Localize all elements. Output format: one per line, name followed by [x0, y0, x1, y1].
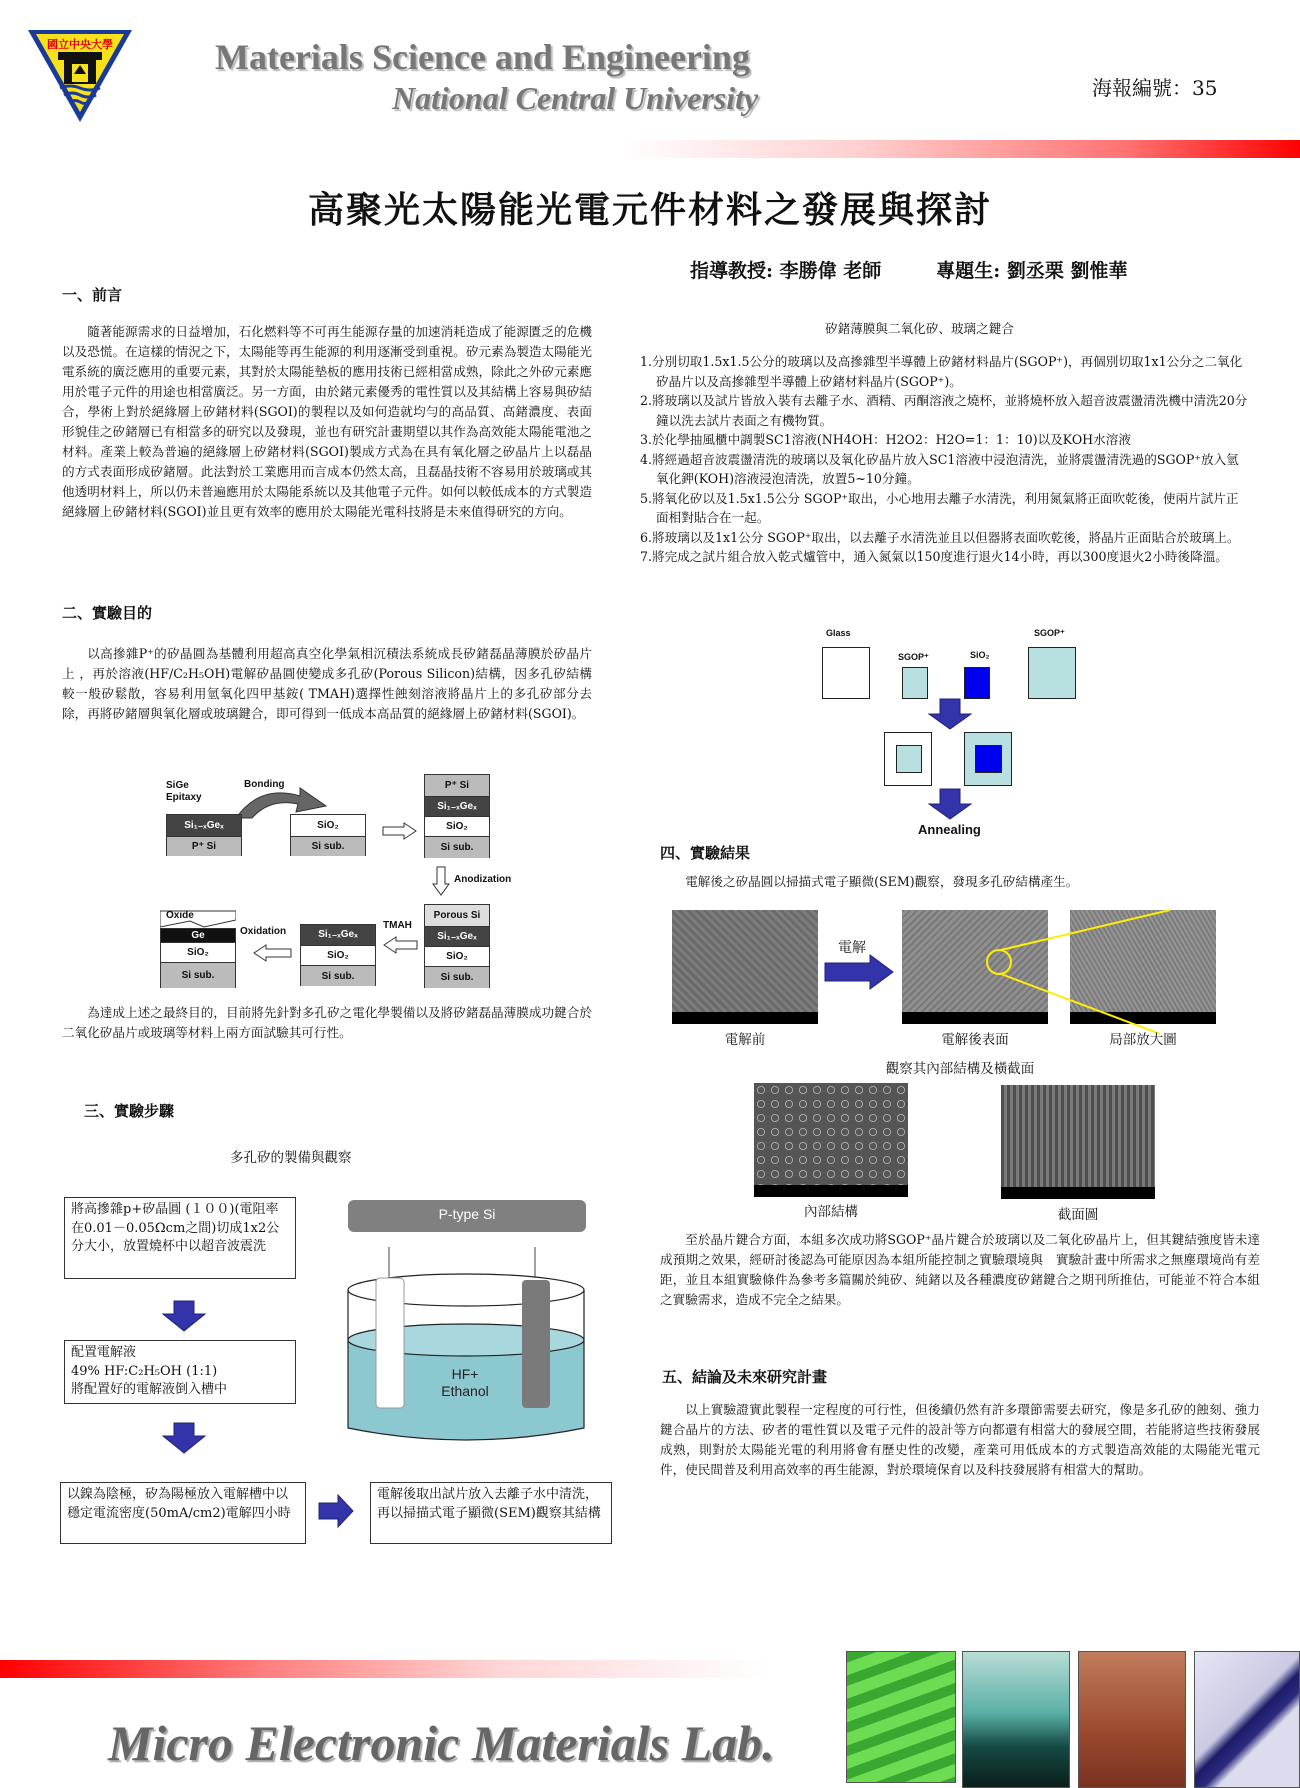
layer-sio2: SiO₂: [301, 945, 375, 965]
bonding-step: 7.將完成之試片組合放入乾式爐管中，通入氮氣以150度進行退火14小時，再以300度退火2小時後降溫。: [640, 549, 1228, 564]
right-arrow-icon: [318, 1494, 354, 1528]
electrochemical-cell-diagram: [340, 1198, 590, 1448]
purpose-text-2: 為達成上述之最終目的，目前將先針對多孔矽之電化學製備以及將矽鍺磊晶薄膜成功鍵合於二氧化矽晶片或玻璃等材料上兩方面試驗其可行性。: [62, 1005, 592, 1040]
footer-gradient-bar: [0, 1660, 770, 1678]
caption-internal: 內部結構: [804, 1204, 858, 1220]
down-arrow-icon: [928, 698, 972, 730]
stack-final: [160, 910, 236, 988]
oxide-label: Oxide: [166, 910, 194, 921]
down-arrow-icon: [162, 1422, 206, 1454]
layer-sige: Si₁₋ₓGeₓ: [301, 925, 375, 945]
stack-initial: [166, 814, 242, 856]
sgoi-process-diagram: [150, 770, 520, 990]
oxidation-label: Oxidation: [240, 926, 287, 937]
sio2-square: [964, 667, 990, 699]
bonding-step: 6.將玻璃以及1x1公分 SGOP⁺取出，以去離子水清洗並且以但器將表面吹乾後，將晶片正面貼合於玻璃上。: [640, 529, 1240, 545]
stack-substrate: [290, 814, 366, 856]
bonding-steps-list: [640, 352, 1250, 567]
results-intro: 電解後之矽晶圓以掃描式電子顯微(SEM)觀察，發現多孔矽結構產生。: [685, 874, 1079, 889]
bonding-diagram: [800, 628, 1100, 843]
annealing-label: Annealing: [918, 822, 981, 837]
sem-image-cross-section: [1001, 1085, 1155, 1199]
step-box-4: 電解後取出試片放入去離子水中清洗，再以掃描式電子顯微(SEM)觀察其結構: [370, 1482, 612, 1544]
bonding-step: 1.分別切取1.5x1.5公分的玻璃以及高摻雜型半導體上矽鍺材料晶片(SGOP⁺)，再個別切取1x1公分之二氧化矽晶片以及高摻雜型半導體上矽鍺材料晶片(SGOP⁺)。: [640, 354, 1243, 389]
sem-image-internal: [754, 1083, 908, 1197]
right-arrow-icon: [824, 954, 894, 990]
layer-sige: Si₁₋ₓGeₓ: [425, 926, 489, 946]
purpose-text: 以高摻雜P⁺的矽晶圓為基體利用超高真空化學氣相沉積法系統成長矽鍺磊晶薄膜於矽晶片上 ，再於溶液(HF/C₂H₅OH)電解矽晶圓使變成多孔矽(Porous Silicon)結構，因多孔矽結構較一般矽鬆散，容易利用氫氧化四甲基銨( TMAH)選擇性蝕刻溶液將晶片上的多孔矽部分去除，再將矽鍺層與氧化層或玻璃鍵合，即可得到一低成本高品質的絕緣層上矽鍺材料(SGOI)。: [62, 646, 592, 721]
sem-image-before: [672, 910, 818, 1024]
layer-si-sub: Si sub.: [161, 962, 235, 988]
intro-heading: 一、前言: [62, 286, 123, 304]
layer-ge: Ge: [161, 929, 235, 942]
header-gradient-bar: [620, 140, 1300, 158]
university-name: National Central University: [392, 80, 759, 116]
intro-text: 隨著能源需求的日益增加，石化燃料等不可再生能源存量的加速消耗造成了能源匱乏的危機以及恐慌。在這樣的情況之下，太陽能等再生能源的利用逐漸受到重視。矽元素為製造太陽能光電系統的廣泛應用的重要元素，其對於太陽能墊板的應用技術已經相當成熟，除此之外矽元素應用於電子元件的用途也相當廣泛。另一方面，由於鍺元素優秀的電性質以及其結構上容易與矽結合，學術上對於絕緣層上矽鍺材料(SGOI)的製程以及如何造就均勻的高品質、高鍺濃度、表面形貌佳之矽鍺層已有相當多的研究以及發現，並也有研究計畫期望以其作為高效能太陽能電池之材料。產業上較為普遍的絕緣層上矽鍺材料(SGOI)製成方式為在具有氧化層之矽晶片上以磊晶的方式表面形成矽鍺層。此法對於工業應用而言成本仍然太高，且磊晶技術不容易用於玻璃或其他透明材料上，所以仍未普遍應用於太陽能系統以及其他電子元件。如何以較低成本的方式製造絕緣層上矽鍺材料(SGOI)並且更有效率的應用於太陽能光電科技將是未來值得研究的方向。: [62, 324, 592, 519]
layer-sio2: SiO₂: [425, 946, 489, 966]
steps-heading: 三、實驗步驟: [84, 1102, 175, 1120]
right-arrow-icon: [382, 822, 418, 840]
down-arrow-icon: [162, 1300, 206, 1332]
layer-si-sub: Si sub.: [425, 836, 489, 858]
layer-sio2: SiO₂: [161, 942, 235, 962]
solution-label: HF+ Ethanol: [441, 1366, 489, 1399]
bonding-step: 5.將氧化矽以及1.5x1.5公分 SGOP⁺取出，小心地用去離子水清洗，利用氮氣將正面吹乾後，使兩片試片正面相對貼合在一起。: [640, 490, 1239, 525]
caption-zoom: 局部放大圖: [1109, 1032, 1177, 1048]
layer-p-si: P⁺ Si: [167, 836, 241, 856]
university-logo: [26, 28, 134, 124]
down-arrow-icon: [432, 866, 450, 896]
layer-si-sub: Si sub.: [301, 965, 375, 986]
cross-section-subheading: 觀察其內部結構及橫截面: [885, 1061, 1035, 1077]
glass-square: [822, 647, 870, 699]
sgop-large-label: SGOP⁺: [1034, 628, 1065, 638]
results-heading: 四、實驗結果: [660, 844, 751, 862]
sgop-small-label: SGOP⁺: [898, 652, 929, 662]
results-text: 至於晶片鍵合方面，本組多次成功將SGOP⁺晶片鍵合於玻璃以及二氧化矽晶片上，但其鍵結強度皆未達成預期之效果，經研討後認為可能原因為本組所能控制之實驗環境與 實驗計畫中所需求之無塵環境尚有差距，並且本組實驗條件為參考多篇關於純矽、純鍺以及各種濃度矽鍺鍵合之期刊所推估，可能並不符合本組之實驗需求，造成不完全之結果。: [660, 1232, 1260, 1307]
anodization-label: Anodization: [454, 874, 512, 885]
sgop-small-square: [902, 667, 928, 699]
step-box-1: 將高摻雜p+矽晶圓 (１００)(電阻率在0.01－0.05Ωcm之間)切成1x2公分大小，放置燒杯中以超音波震洗: [64, 1197, 296, 1279]
tmah-label: TMAH: [383, 920, 412, 931]
layer-sige: Si₁₋ₓGeₓ: [425, 796, 489, 816]
layer-sio2: SiO₂: [291, 815, 365, 836]
sgop-sio2-pair: [964, 732, 1012, 786]
left-arrow-icon: [252, 944, 292, 962]
footer-image-copper: [1078, 1651, 1186, 1788]
stack-bonded: [424, 774, 490, 858]
layer-si-sub: Si sub.: [425, 966, 489, 988]
purpose-heading: 二、實驗目的: [62, 604, 153, 622]
poster-number: 海報編號：35: [1092, 76, 1218, 100]
students: 專題生: 劉丞栗 劉惟華: [936, 260, 1128, 282]
layer-sige: Si₁₋ₓGeₓ: [167, 815, 241, 836]
glass-label: Glass: [826, 628, 851, 638]
caption-after: 電解後表面: [941, 1032, 1009, 1048]
glass-sgop-pair: [884, 732, 932, 786]
left-arrow-icon: [382, 936, 418, 954]
stack-etched: [300, 924, 376, 986]
footer-image-green: [846, 1651, 956, 1783]
svg-text:國立中央大學: 國立中央大學: [47, 38, 113, 51]
step-box-3: 以鎳為陰極，矽為陽極放入電解槽中以穩定電流密度(50mA/cm2)電解四小時: [60, 1482, 306, 1544]
footer-image-teal: [962, 1651, 1070, 1788]
stack-porous: [424, 904, 490, 988]
bonding-step: 4.將經過超音波震盪清洗的玻璃以及氧化矽晶片放入SC1溶液中浸泡清洗，並將震盪清洗過的SGOP⁺放入氫氧化鉀(KOH)溶液浸泡清洗，放置5~10分鐘。: [640, 451, 1239, 486]
layer-sio2: SiO₂: [425, 816, 489, 836]
department-title: Materials Science and Engineering: [215, 37, 750, 77]
down-arrow-icon: [928, 788, 972, 820]
poster-title: 高聚光太陽能光電元件材料之發展與探討: [307, 189, 992, 231]
p-type-si-label: P-type Si: [438, 1206, 496, 1222]
layer-si-sub: Si sub.: [291, 836, 365, 856]
layer-p-si: P⁺ Si: [425, 775, 489, 796]
step-box-2: 配置電解液 49% HF:C₂H₅OH (1:1) 將配置好的電解液倒入槽中: [64, 1340, 296, 1404]
electrolysis-arrow-label: 電解: [838, 940, 866, 956]
porous-si-subheading: 多孔矽的製備與觀察: [230, 1150, 352, 1166]
sio2-label: SiO₂: [970, 650, 990, 660]
sige-epitaxy-label: SiGe Epitaxy: [166, 780, 202, 803]
bonding-heading: 矽鍺薄膜與二氧化矽、玻璃之鍵合: [825, 321, 1014, 336]
caption-cross-section: 截面圖: [1057, 1207, 1099, 1223]
layer-porous-si: Porous Si: [425, 905, 489, 926]
caption-before: 電解前: [724, 1032, 766, 1048]
conclusion-text: 以上實驗證實此製程一定程度的可行性，但後續仍然有許多環節需要去研究，像是多孔矽的蝕刻、強力鍵合晶片的方法、矽者的電性質以及電子元件的設計等方向都還有相當大的發展空間，若能將這些技術發展成熟，則對於太陽能光電的利用將會有歷史性的改變，產業可用低成本的方式製造高效能的太陽能光電元件，使民間普及利用高效率的再生能源，對於環境保育以及科技發展將有相當大的幫助。: [660, 1402, 1260, 1477]
conclusion-heading: 五、結論及未來研究計畫: [662, 1368, 828, 1386]
bonding-label: Bonding: [244, 779, 285, 790]
advisor: 指導教授: 李勝偉 老師: [690, 260, 882, 282]
bonding-step: 2.將玻璃以及試片皆放入裝有去離子水、酒精、丙酮溶液之燒杯，並將燒杯放入超音波震盪清洗機中清洗20分鐘以洗去試片表面之有機物質。: [640, 393, 1248, 428]
magnification-callout: [980, 900, 1180, 1040]
bonding-step: 3.於化學抽風櫃中調製SC1溶液(NH4OH：H2O2：H2O=1：1：10)以及KOH水溶液: [640, 432, 1131, 447]
footer-image-blue: [1194, 1651, 1300, 1788]
sgop-large-square: [1028, 647, 1076, 699]
authors-line: [690, 256, 1128, 283]
lab-name: Micro Electronic Materials Lab.: [108, 1715, 775, 1771]
